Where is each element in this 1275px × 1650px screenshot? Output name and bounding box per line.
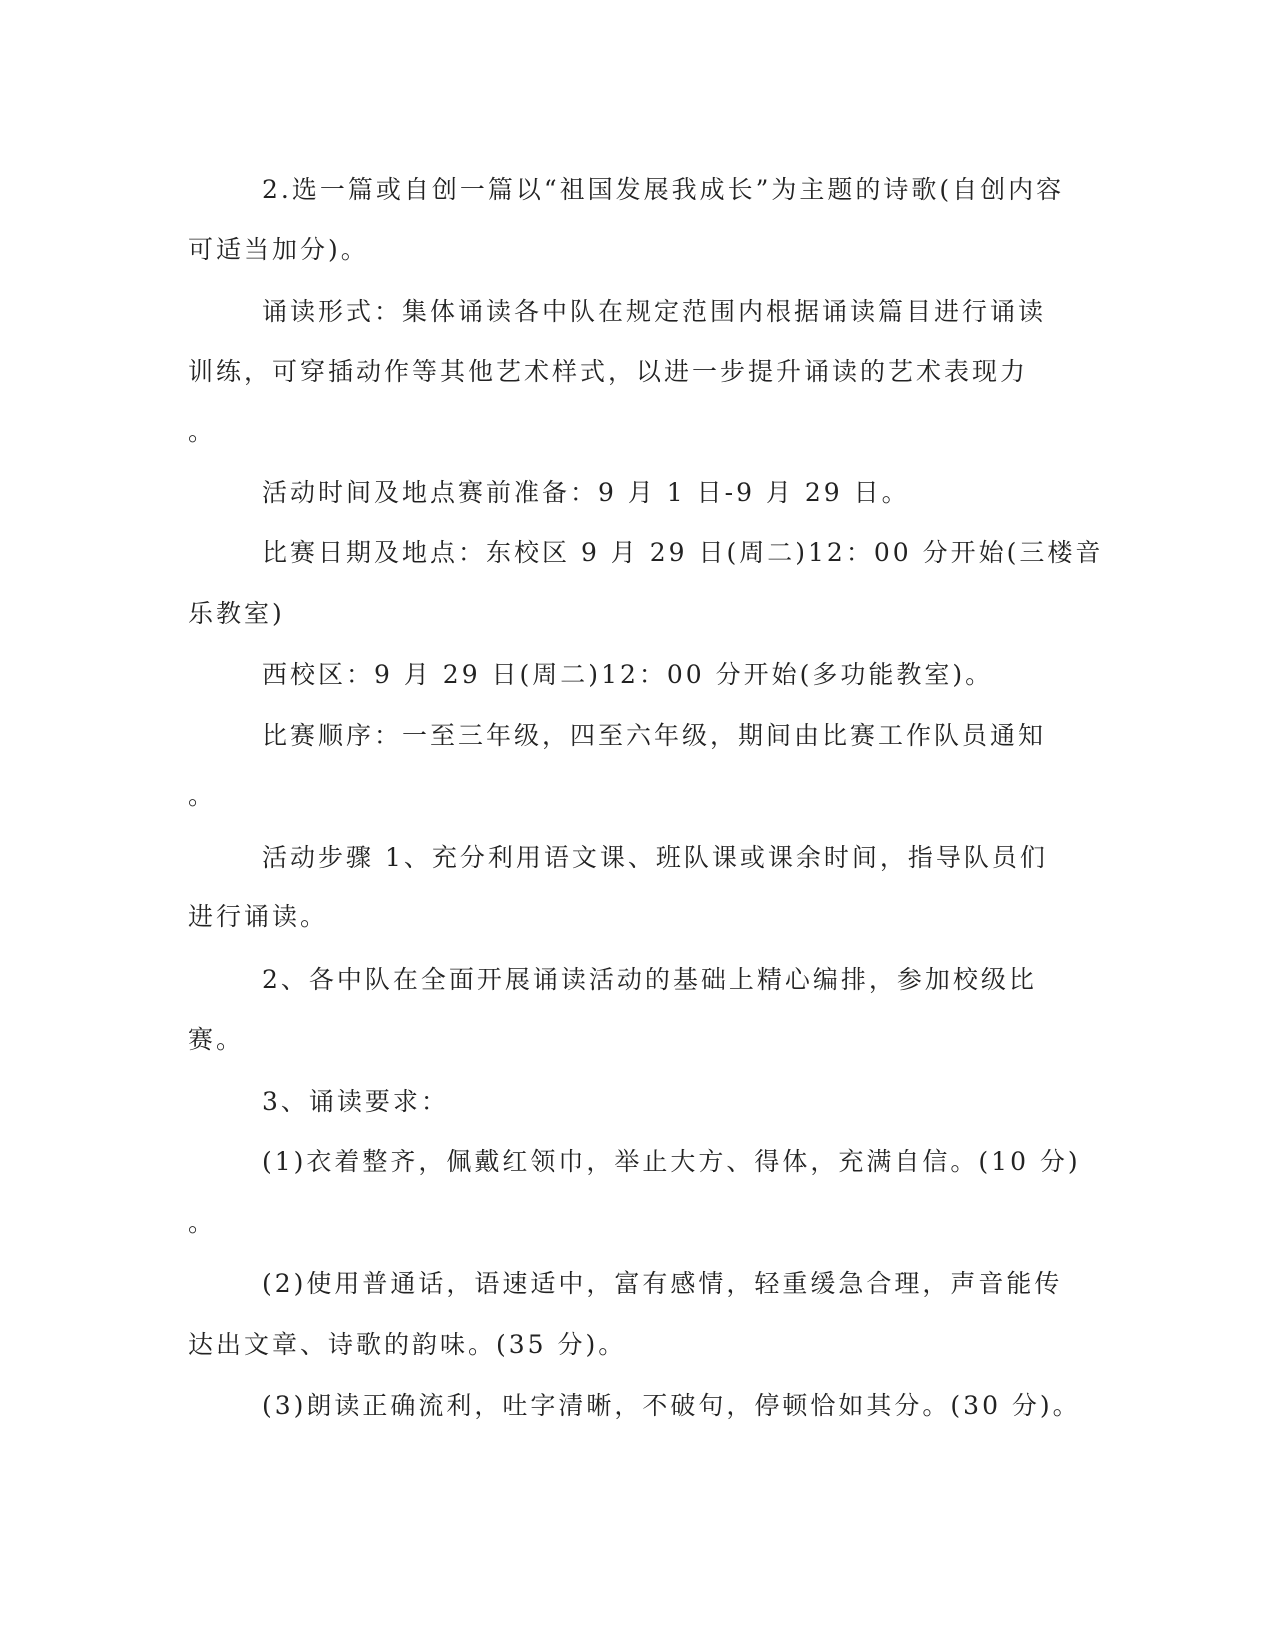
paragraph-line: 活动时间及地点赛前准备：9 月 1 日-9 月 29 日。: [262, 478, 910, 507]
paragraph-line: 比赛日期及地点：东校区 9 月 29 日(周二)12：00 分开始(三楼音: [262, 538, 1104, 567]
paragraph-line: (1)衣着整齐，佩戴红领巾，举止大方、得体，充满自信。(10 分): [262, 1147, 1081, 1176]
paragraph-line: 可适当加分)。: [188, 235, 369, 264]
paragraph-line: 进行诵读。: [188, 902, 329, 931]
paragraph-line: 比赛顺序：一至三年级，四至六年级，期间由比赛工作队员通知: [262, 721, 1047, 750]
paragraph-line: 。: [188, 1208, 217, 1237]
paragraph-line: 训练，可穿插动作等其他艺术样式，以进一步提升诵读的艺术表现力: [188, 357, 1029, 386]
paragraph-line: 赛。: [188, 1025, 245, 1054]
paragraph-line: 活动步骤 1、充分利用语文课、班队课或课余时间，指导队员们: [262, 843, 1048, 872]
paragraph-line: 达出文章、诗歌的韵味。(35 分)。: [188, 1330, 627, 1359]
paragraph-line: 2、各中队在全面开展诵读活动的基础上精心编排，参加校级比: [262, 965, 1037, 994]
paragraph-line: 西校区：9 月 29 日(周二)12：00 分开始(多功能教室)。: [262, 660, 994, 689]
paragraph-line: 2.选一篇或自创一篇以“祖国发展我成长”为主题的诗歌(自创内容: [262, 175, 1065, 204]
paragraph-line: 诵读形式：集体诵读各中队在规定范围内根据诵读篇目进行诵读: [262, 297, 1047, 326]
paragraph-line: 3、诵读要求：: [262, 1087, 449, 1116]
paragraph-line: (3)朗读正确流利，吐字清晰，不破句，停顿恰如其分。(30 分)。: [262, 1391, 1081, 1420]
paragraph-line: 。: [188, 781, 217, 810]
paragraph-line: 。: [188, 417, 217, 446]
paragraph-line: 乐教室): [188, 599, 285, 628]
paragraph-line: (2)使用普通话，语速适中，富有感情，轻重缓急合理，声音能传: [262, 1269, 1063, 1298]
